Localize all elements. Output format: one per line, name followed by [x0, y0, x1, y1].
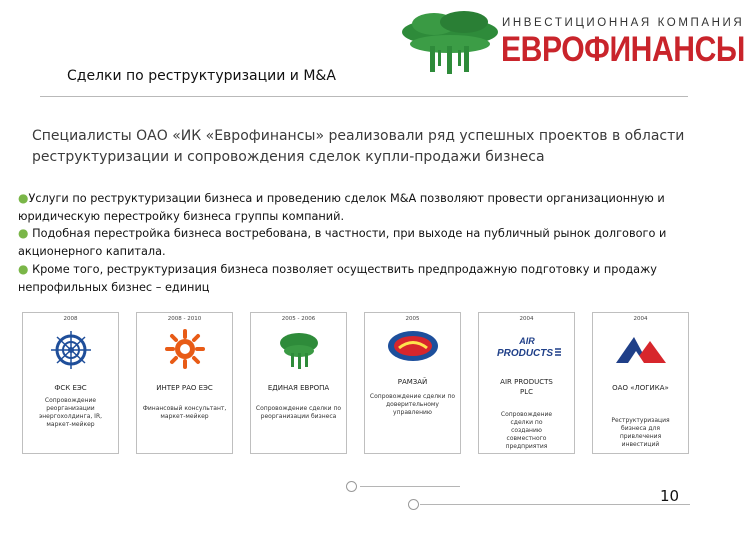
logo-wordmark: ЕВРОФИНАНСЫ	[501, 30, 745, 69]
timeline-circle	[408, 499, 419, 510]
intro-text: Специалисты ОАО «ИК «Еврофинансы» реализовали ряд успешных проектов в области реструктуризации и сопровождения сделок купли-продажи бизнеса	[32, 128, 685, 165]
deal-description: Сопровождение сделки по доверительному управлению	[369, 393, 456, 416]
svg-text:PRODUCTS: PRODUCTS	[496, 348, 553, 359]
deal-name: РАМЗАЙ	[397, 378, 428, 386]
deal-card-fsk	[22, 312, 119, 454]
bullet-item: ● Кроме того, реструктуризация бизнеса позволяет осуществить предпродажную подготовку и продажу непрофильных бизнес – единиц	[18, 261, 657, 294]
timeline-circle	[346, 481, 357, 492]
deal-year: 2004	[633, 316, 648, 322]
tree-logo-icon	[278, 329, 320, 369]
logika-logo-icon	[614, 333, 668, 365]
bullet-icon: ●	[18, 261, 29, 276]
deal-name: ФСК ЕЭС	[54, 384, 87, 392]
deal-name: AIR PRODUCTS PLC	[500, 378, 553, 396]
timeline-line	[360, 486, 460, 487]
bullet-list	[18, 190, 690, 296]
deal-year: 2005	[405, 316, 420, 322]
deal-year: 2008 - 2010	[167, 316, 202, 322]
page-title: Сделки по реструктуризации и M&A	[67, 68, 336, 84]
bullet-icon: ●	[18, 226, 29, 241]
timeline-line	[420, 504, 690, 505]
deal-card-inter-rao	[136, 312, 233, 454]
header-divider	[40, 96, 688, 97]
deal-card-logika	[592, 312, 689, 454]
svg-text:AIR: AIR	[518, 336, 535, 346]
deal-year: 2004	[519, 316, 534, 322]
deal-description: Сопровождение реорганизации энергохолдинга, IR, маркет-мейкер	[38, 397, 103, 428]
deal-year: 2008	[63, 316, 78, 322]
deal-description: Сопровождение сделки по созданию совместного предприятия	[500, 411, 553, 450]
deal-name: ИНТЕР РАО ЕЭС	[156, 384, 213, 392]
deal-card-edinaya-evropa	[250, 312, 347, 454]
ramzay-logo-icon	[387, 329, 439, 363]
tree-logo-icon	[400, 10, 500, 76]
deal-description: Реструктуризация бизнеса для привлечения инвестиций	[611, 417, 670, 448]
deal-name: ЕДИНАЯ ЕВРОПА	[267, 384, 330, 392]
inter-rao-logo-icon	[165, 329, 205, 369]
deal-year: 2005 - 2006	[281, 316, 316, 322]
deal-description: Финансовый консультант, маркет-мейкер	[142, 405, 227, 420]
page-number: 10	[660, 487, 680, 505]
air-products-logo-icon	[491, 333, 563, 361]
deal-card-ramzay	[364, 312, 461, 454]
company-logo	[400, 8, 745, 78]
bullet-item: ● Подобная перестройка бизнеса востребована, в частности, при выходе на публичный рынок долгового и акционерного капитала.	[18, 226, 667, 259]
deal-description: Сопровождение сделки по реорганизации бизнеса	[255, 405, 342, 420]
deal-card-air-products	[478, 312, 575, 454]
deal-name: ОАО «ЛОГИКА»	[612, 384, 669, 392]
bullet-icon: ●	[18, 191, 29, 205]
bullet-item: ●Услуги по реструктуризации бизнеса и проведению сделок M&A позволяют провести организационную и юридическую перестройку бизнеса группы компаний.	[18, 191, 665, 223]
fsk-logo-icon	[49, 329, 93, 371]
logo-subtitle: ИНВЕСТИЦИОННАЯ КОМПАНИЯ	[502, 17, 745, 29]
